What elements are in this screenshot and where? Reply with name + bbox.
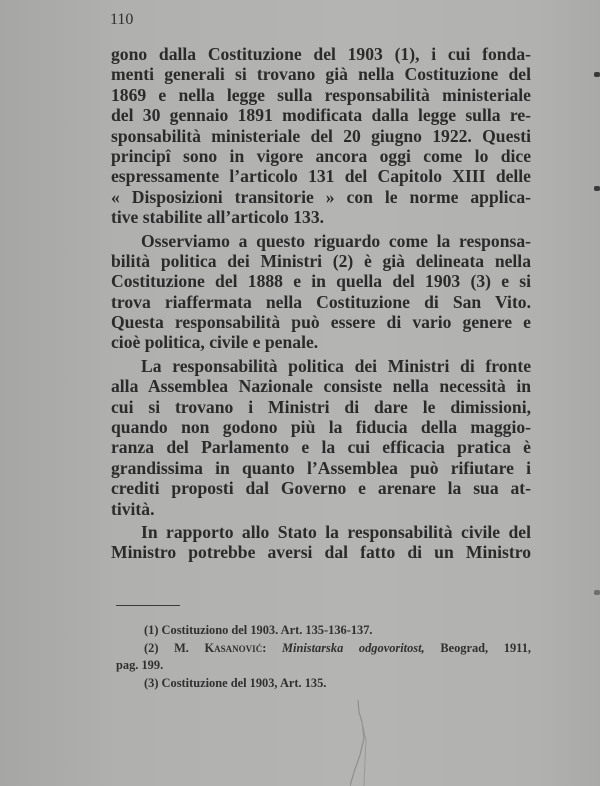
text-line: Costituzione del 1888 e in quella del 1903 (3) e si bbox=[111, 271, 531, 292]
text-line: principî sono in vigore ancora oggi come lo dice bbox=[111, 145, 531, 166]
paragraph-4 bbox=[111, 522, 531, 563]
footnote-1: (1) Costituziono del 1903. Art. 135-136-137. bbox=[144, 623, 373, 637]
text-line: gono dalla Costituzione del 1903 (1), i cui fonda- bbox=[111, 44, 531, 64]
edge-mark bbox=[594, 590, 600, 595]
text-line: menti generali si trovano già nella Costituzione del bbox=[111, 64, 531, 85]
text-line: Osserviamo a questo riguardo come la responsa- bbox=[141, 230, 531, 251]
text-line: bilità politica dei Ministri (2) è già delineata nella bbox=[111, 250, 531, 271]
paragraph-1 bbox=[111, 44, 531, 228]
text-line: grandissima in quanto l’Assemblea può rifiutare i bbox=[111, 457, 531, 478]
footnote-2-continuation: pag. 199. bbox=[116, 658, 164, 672]
edge-mark bbox=[594, 186, 600, 191]
text-line: sponsabilità ministeriale del 20 giugno 1922. Questi bbox=[111, 125, 531, 146]
footnotes bbox=[116, 622, 531, 692]
text-line: cui si trovano i Ministri di dare le dimissioni, bbox=[111, 396, 531, 417]
text-line: crediti proposti dal Governo e arenare la sua at- bbox=[111, 478, 531, 499]
footnote-2-publisher: Beograd, 1911, bbox=[440, 640, 531, 655]
text-line: alla Assemblea Nazionale consiste nella necessità in bbox=[111, 376, 531, 397]
text-line: « Disposizioni transitorie » con le norme applica- bbox=[111, 186, 531, 207]
footnote-separator bbox=[116, 605, 180, 606]
text-line: cioè politica, civile e penale. bbox=[111, 332, 319, 353]
page-number: 110 bbox=[110, 11, 134, 28]
footnote-2-title: Ministarska odgovoritost, bbox=[281, 640, 425, 655]
text-line: La responsabilità politica dei Ministri di fronte bbox=[141, 355, 531, 376]
text-line: espressamente l’articolo 131 del Capitolo XIII delle bbox=[111, 166, 531, 187]
body-text bbox=[111, 44, 531, 563]
footnote-2 bbox=[116, 640, 531, 658]
text-line: ranza del Parlamento e la cui efficacia pratica è bbox=[111, 437, 531, 458]
footnote-2-author: M. Kasanović: bbox=[174, 640, 267, 655]
paragraph-2 bbox=[111, 231, 531, 353]
footnote-3: (3) Costituzione del 1903, Art. 135. bbox=[144, 675, 327, 690]
text-line: tività. bbox=[111, 498, 155, 519]
paper-crease bbox=[350, 700, 380, 786]
paragraph-3 bbox=[111, 356, 531, 519]
text-line: Ministro potrebbe aversi dal fatto di un Ministro bbox=[111, 542, 531, 563]
text-line: In rapporto allo Stato la responsabilità civile del bbox=[141, 521, 531, 542]
text-line: del 30 gennaio 1891 modificata dalla legge sulla re- bbox=[111, 105, 531, 126]
footnote-2-marker: (2) bbox=[144, 640, 159, 655]
text-line: 1869 e nella legge sulla responsabilità ministeriale bbox=[111, 84, 531, 105]
edge-mark bbox=[594, 72, 600, 77]
text-line: Questa responsabilità può essere di vario genere e bbox=[111, 312, 531, 333]
text-line: tive stabilite all’articolo 133. bbox=[111, 207, 325, 228]
text-line: trova riaffermata nella Costituzione di San Vito. bbox=[111, 291, 531, 312]
text-line: quando non godono più la fiducia della maggio- bbox=[111, 417, 531, 438]
